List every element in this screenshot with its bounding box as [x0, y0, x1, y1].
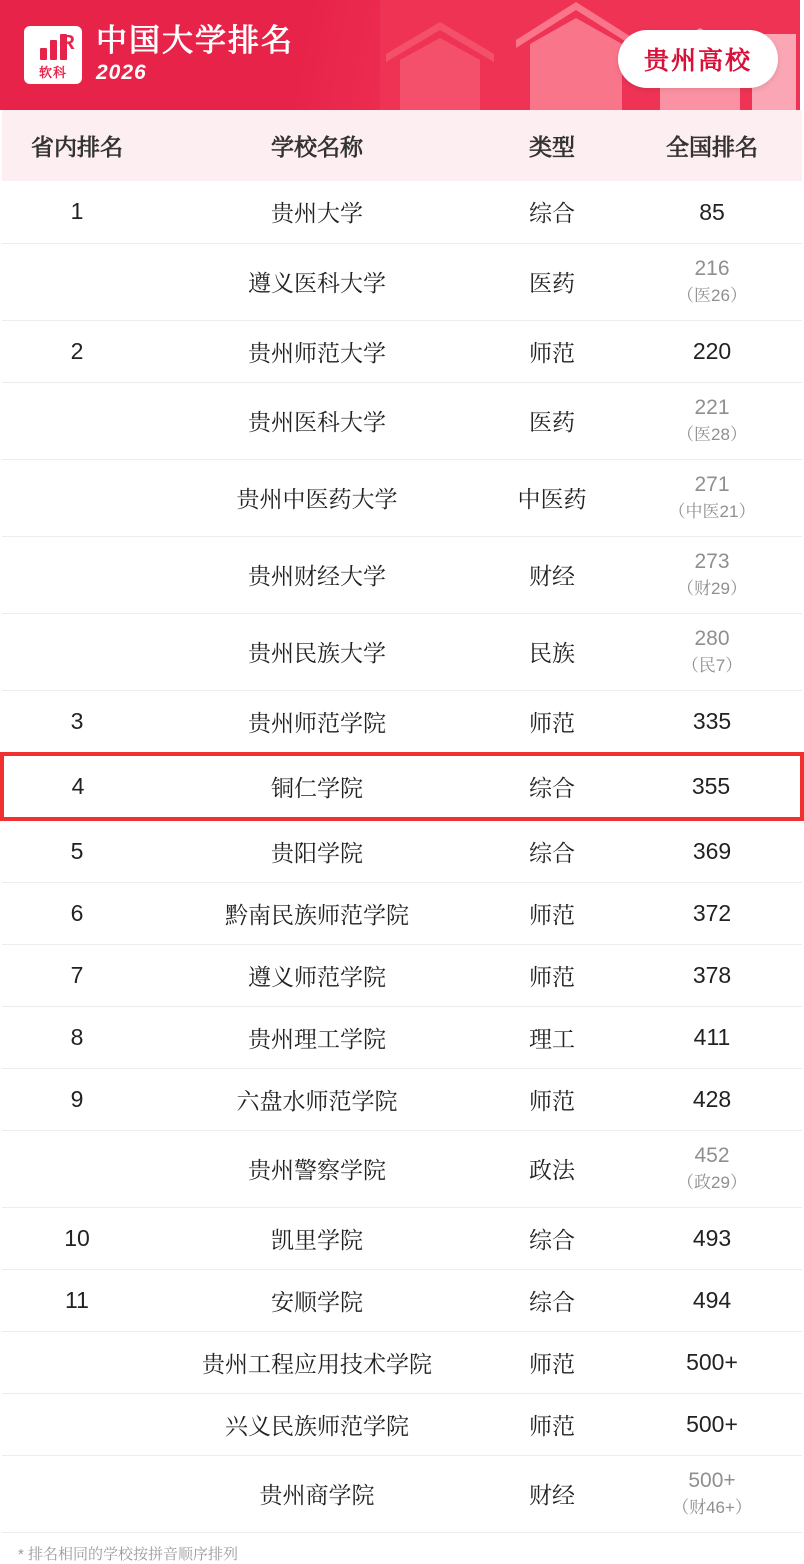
cell-school-name	[152, 382, 482, 459]
table-row	[2, 243, 802, 320]
cell-province-rank	[2, 1130, 152, 1207]
cell-province-rank	[2, 1393, 152, 1455]
national-rank-category: （中医21）	[668, 501, 756, 521]
cell-national-rank	[622, 459, 802, 536]
cell-national-rank	[622, 754, 802, 819]
page-header	[0, 0, 800, 110]
cell-type: 师范	[529, 901, 575, 928]
cell-province-rank	[2, 459, 152, 536]
cell-national-rank	[622, 1006, 802, 1068]
national-rank-value: 493	[692, 1225, 732, 1252]
school-name-label: 兴义民族师范学院	[225, 1412, 409, 1439]
school-name-label: 贵州中医药大学	[236, 486, 398, 513]
table-row	[2, 1331, 802, 1393]
cell-type: 师范	[529, 1350, 575, 1377]
cell-national-rank	[622, 382, 802, 459]
cell-province-rank: 7	[70, 961, 84, 988]
cell-national-rank	[622, 613, 802, 690]
cell-school-name	[152, 1269, 482, 1331]
national-rank-category: （医26）	[677, 285, 747, 305]
cell-province-rank: 2	[70, 337, 84, 364]
cell-type: 综合	[529, 1226, 575, 1253]
national-rank-value: 500+	[688, 1468, 736, 1492]
cell-type: 综合	[529, 839, 575, 866]
table-row	[2, 944, 802, 1006]
national-rank-value: 500+	[686, 1411, 738, 1438]
cell-type: 理工	[529, 1025, 575, 1052]
table-row	[2, 1393, 802, 1455]
school-name-label: 遵义师范学院	[248, 963, 386, 990]
school-name-label: 贵州医科大学	[248, 409, 386, 436]
cell-type: 财经	[529, 1482, 575, 1509]
school-name-label: 贵州师范学院	[248, 709, 386, 736]
page-title-year: 2026	[96, 61, 147, 85]
brand-logo	[24, 24, 294, 85]
page-title: 中国大学排名	[96, 23, 294, 58]
national-rank-value: 500+	[686, 1349, 738, 1376]
national-rank-value: 369	[692, 838, 732, 865]
cell-national-rank	[622, 1393, 802, 1455]
cell-province-rank	[2, 1331, 152, 1393]
national-rank-value: 221	[694, 395, 730, 419]
cell-type: 中医药	[517, 486, 587, 513]
table-header-row	[2, 110, 802, 181]
cell-school-name	[152, 536, 482, 613]
cell-province-rank	[2, 613, 152, 690]
cell-province-rank	[2, 382, 152, 459]
cell-province-rank	[2, 536, 152, 613]
footnote: * 排名相同的学校按拼音顺序排列	[18, 1545, 239, 1563]
school-name-label: 遵义医科大学	[248, 270, 386, 297]
cell-national-rank	[622, 690, 802, 754]
cell-type: 财经	[529, 563, 575, 590]
school-name-label: 贵州师范大学	[248, 339, 386, 366]
cell-type: 师范	[529, 963, 575, 990]
column-header-type: 类型	[529, 134, 575, 160]
national-rank-category: （政29）	[677, 1172, 747, 1192]
cell-school-name	[152, 1068, 482, 1130]
cell-school-name	[152, 944, 482, 1006]
softscience-logo-icon	[24, 26, 82, 84]
cell-province-rank: 5	[70, 837, 84, 864]
national-rank-value: 452	[694, 1143, 730, 1167]
national-rank-category: （民7）	[681, 655, 743, 675]
column-header-province-rank: 省内排名	[31, 134, 123, 160]
ranking-table	[0, 110, 804, 1533]
cell-province-rank	[2, 243, 152, 320]
cell-type: 师范	[529, 709, 575, 736]
school-name-label: 贵州商学院	[259, 1482, 375, 1509]
school-name-label: 黔南民族师范学院	[225, 901, 409, 928]
table-row	[2, 536, 802, 613]
table-row	[2, 1207, 802, 1269]
school-name-label: 贵州大学	[271, 200, 363, 227]
national-rank-value: 428	[692, 1086, 732, 1113]
school-name-label: 贵州财经大学	[248, 563, 386, 590]
national-rank-value: 335	[692, 708, 732, 735]
cell-school-name	[152, 690, 482, 754]
national-rank-value: 411	[693, 1024, 731, 1051]
table-row	[2, 1130, 802, 1207]
school-name-label: 铜仁学院	[271, 774, 363, 801]
cell-type: 师范	[529, 1087, 575, 1114]
table-row	[2, 1269, 802, 1331]
table-body	[2, 181, 802, 1532]
national-rank-value: 372	[692, 900, 732, 927]
cell-province-rank: 9	[70, 1085, 84, 1112]
national-rank-value: 271	[694, 472, 730, 496]
national-rank-category: （医28）	[677, 424, 747, 444]
cell-school-name	[152, 1207, 482, 1269]
cell-school-name	[152, 1006, 482, 1068]
table-row	[2, 382, 802, 459]
region-badge: 贵州高校	[618, 30, 778, 88]
cell-school-name	[152, 320, 482, 382]
logo-letter: R	[60, 31, 75, 54]
cell-national-rank	[622, 944, 802, 1006]
school-name-label: 凯里学院	[271, 1226, 363, 1253]
cell-school-name	[152, 181, 482, 243]
cell-national-rank	[622, 1455, 802, 1532]
cell-province-rank	[2, 1455, 152, 1532]
cell-school-name	[152, 819, 482, 883]
national-rank-value: 273	[694, 549, 730, 573]
school-name-label: 安顺学院	[271, 1288, 363, 1315]
cell-type: 民族	[529, 640, 575, 667]
cell-province-rank: 1	[70, 198, 84, 225]
school-name-label: 贵州理工学院	[248, 1025, 386, 1052]
cell-school-name	[152, 1455, 482, 1532]
cell-type: 政法	[529, 1157, 575, 1184]
cell-type: 医药	[529, 409, 575, 436]
cell-national-rank	[622, 1331, 802, 1393]
national-rank-category: （财46+）	[672, 1497, 752, 1517]
national-rank-value: 85	[699, 198, 725, 225]
cell-national-rank	[622, 819, 802, 883]
table-row	[2, 181, 802, 243]
school-name-label: 贵州民族大学	[248, 640, 386, 667]
national-rank-value: 355	[691, 773, 731, 800]
national-rank-value: 220	[692, 337, 732, 364]
cell-type: 综合	[529, 1288, 575, 1315]
table-row	[2, 459, 802, 536]
cell-school-name	[152, 1393, 482, 1455]
cell-province-rank: 6	[70, 899, 84, 926]
table-row	[2, 882, 802, 944]
cell-national-rank	[622, 320, 802, 382]
cell-school-name	[152, 882, 482, 944]
cell-national-rank	[622, 1269, 802, 1331]
cell-type: 师范	[529, 339, 575, 366]
table-row	[2, 320, 802, 382]
cell-national-rank	[622, 1207, 802, 1269]
cell-school-name	[152, 613, 482, 690]
cell-province-rank: 11	[65, 1286, 89, 1313]
school-name-label: 六盘水师范学院	[236, 1087, 398, 1114]
cell-province-rank: 8	[70, 1023, 84, 1050]
cell-school-name	[152, 459, 482, 536]
national-rank-value: 494	[692, 1287, 732, 1314]
school-name-label: 贵阳学院	[271, 839, 363, 866]
table-row	[2, 1455, 802, 1532]
table-row	[2, 754, 802, 819]
cell-school-name	[152, 1331, 482, 1393]
cell-type: 师范	[529, 1412, 575, 1439]
title-block	[96, 24, 294, 85]
table-row	[2, 1068, 802, 1130]
column-header-school-name: 学校名称	[271, 134, 363, 160]
table-row	[2, 613, 802, 690]
column-header-national-rank: 全国排名	[666, 134, 758, 160]
cell-national-rank	[622, 1068, 802, 1130]
cell-province-rank: 4	[2, 754, 152, 819]
national-rank-value: 216	[694, 256, 730, 280]
national-rank-value: 378	[692, 962, 732, 989]
school-name-label: 贵州警察学院	[248, 1157, 386, 1184]
national-rank-value: 280	[694, 626, 730, 650]
cell-school-name	[152, 1130, 482, 1207]
cell-type: 综合	[482, 754, 622, 819]
school-name-label: 贵州工程应用技术学院	[202, 1350, 432, 1377]
national-rank-category: （财29）	[677, 578, 747, 598]
table-row	[2, 1006, 802, 1068]
cell-type: 综合	[529, 200, 575, 227]
cell-national-rank	[622, 181, 802, 243]
logo-brand-name: 软科	[38, 64, 67, 80]
cell-type: 医药	[529, 270, 575, 297]
cell-school-name	[152, 243, 482, 320]
cell-national-rank	[622, 1130, 802, 1207]
cell-national-rank	[622, 882, 802, 944]
cell-national-rank	[622, 536, 802, 613]
table-row	[2, 690, 802, 754]
table-row	[2, 819, 802, 883]
cell-national-rank	[622, 243, 802, 320]
cell-school-name	[152, 754, 482, 819]
cell-province-rank: 3	[70, 707, 84, 734]
cell-province-rank: 10	[64, 1224, 90, 1251]
